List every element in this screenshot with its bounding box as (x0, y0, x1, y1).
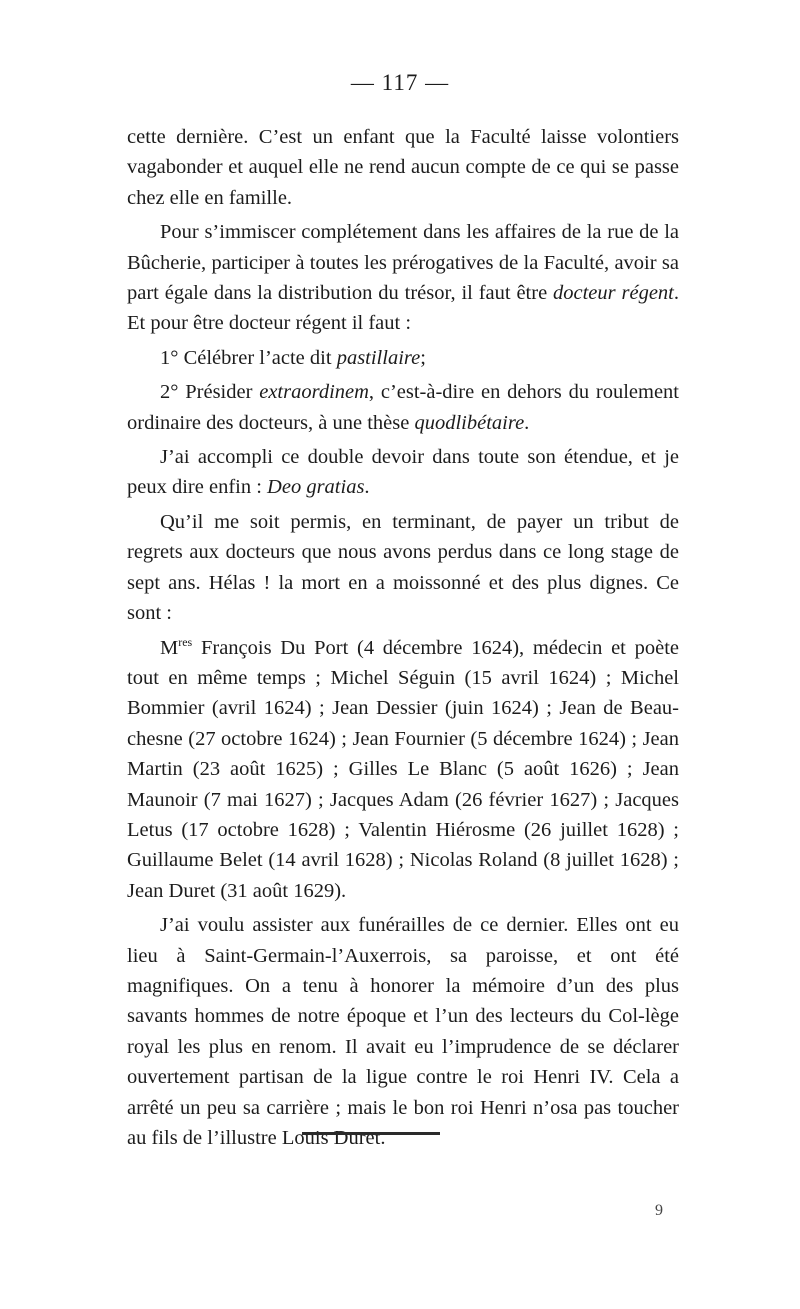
superscript: res (178, 634, 193, 649)
paragraph-5: J’ai accompli ce double devoir dans toute son étendue, et je peux dire enfin : Deo gratias. (127, 446, 679, 499)
divider-rule (302, 1132, 440, 1135)
italic-term: Deo gratias (267, 476, 365, 499)
italic-term: extraordinem (259, 381, 369, 404)
paragraph-7: Mres François Du Port (4 décembre 1624), médecin et poète tout en même temps ; Michel Séguin (15 avril 1624) ; Michel Bommier (avril 1624) ; Jean Dessier (juin 1624) ; Jean de Beau-chesne (27 octobre 1624) ; Jean Fournier (5 décembre 1624) ; Jean Martin (23 août 1625) ; Gilles Le Blanc (5 août 1626) ; Jean Maunoir (7 mai 1627) ; Jacques Adam (26 février 1627) ; Jacques Letus (17 octobre 1628) ; Valentin Hiérosme (26 juillet 1628) ; Guillaume Belet (14 avril 1628) ; Nicolas Roland (8 juillet 1628) ; Jean Duret (31 août 1629). (127, 634, 679, 902)
paragraph-6: Qu’il me soit permis, en terminant, de payer un tribut de regrets aux docteurs que nous avons perdus dans ce long stage de sept ans. Hélas ! la mort en a moissonné et des plus dignes. Ce sont : (127, 510, 679, 625)
paragraph-3: 1° Célébrer l’acte dit pastillaire; (160, 346, 426, 369)
paragraph-4: 2° Présider extraordinem, c’est-à-dire en dehors du roulement ordinaire des docteurs, à une thèse quodlibétaire. (127, 381, 679, 434)
paragraph-8: J’ai voulu assister aux funérailles de ce dernier. Elles ont eu lieu à Saint-Germain-l’Auxerrois, sa paroisse, et ont été magnifiques. On a tenu à honorer la mémoire d’un des plus savants hommes de notre époque et l’un des lecteurs du Col-lège royal les plus en renom. Il avait eu l’imprudence de se déclarer ouvertement partisan de la ligue contre le roi Henri IV. Cela a arrêté un peu sa carrière ; mais le bon roi Henri n’osa pas toucher au fils de l’illustre Louis Duret. (127, 914, 679, 1149)
signature-mark: 9 (655, 1202, 663, 1219)
italic-term: docteur régent (553, 282, 674, 305)
italic-term: pastillaire (336, 346, 421, 369)
italic-term: quodlibétaire (414, 411, 525, 434)
body-text (127, 122, 679, 1153)
paragraph-2: Pour s’immiscer complétement dans les affaires de la rue de la Bûcherie, participer à toutes les prérogatives de la Faculté, avoir sa part égale dans la distribution du trésor, il faut être docteur régent. Et pour être docteur régent il faut : (127, 221, 679, 335)
paragraph-1: cette dernière. C’est un enfant que la Faculté laisse volontiers vagabonder et auquel elle ne rend aucun compte de ce qui se passe chez elle en famille. (127, 126, 679, 209)
page-number: — 117 — (350, 70, 450, 95)
